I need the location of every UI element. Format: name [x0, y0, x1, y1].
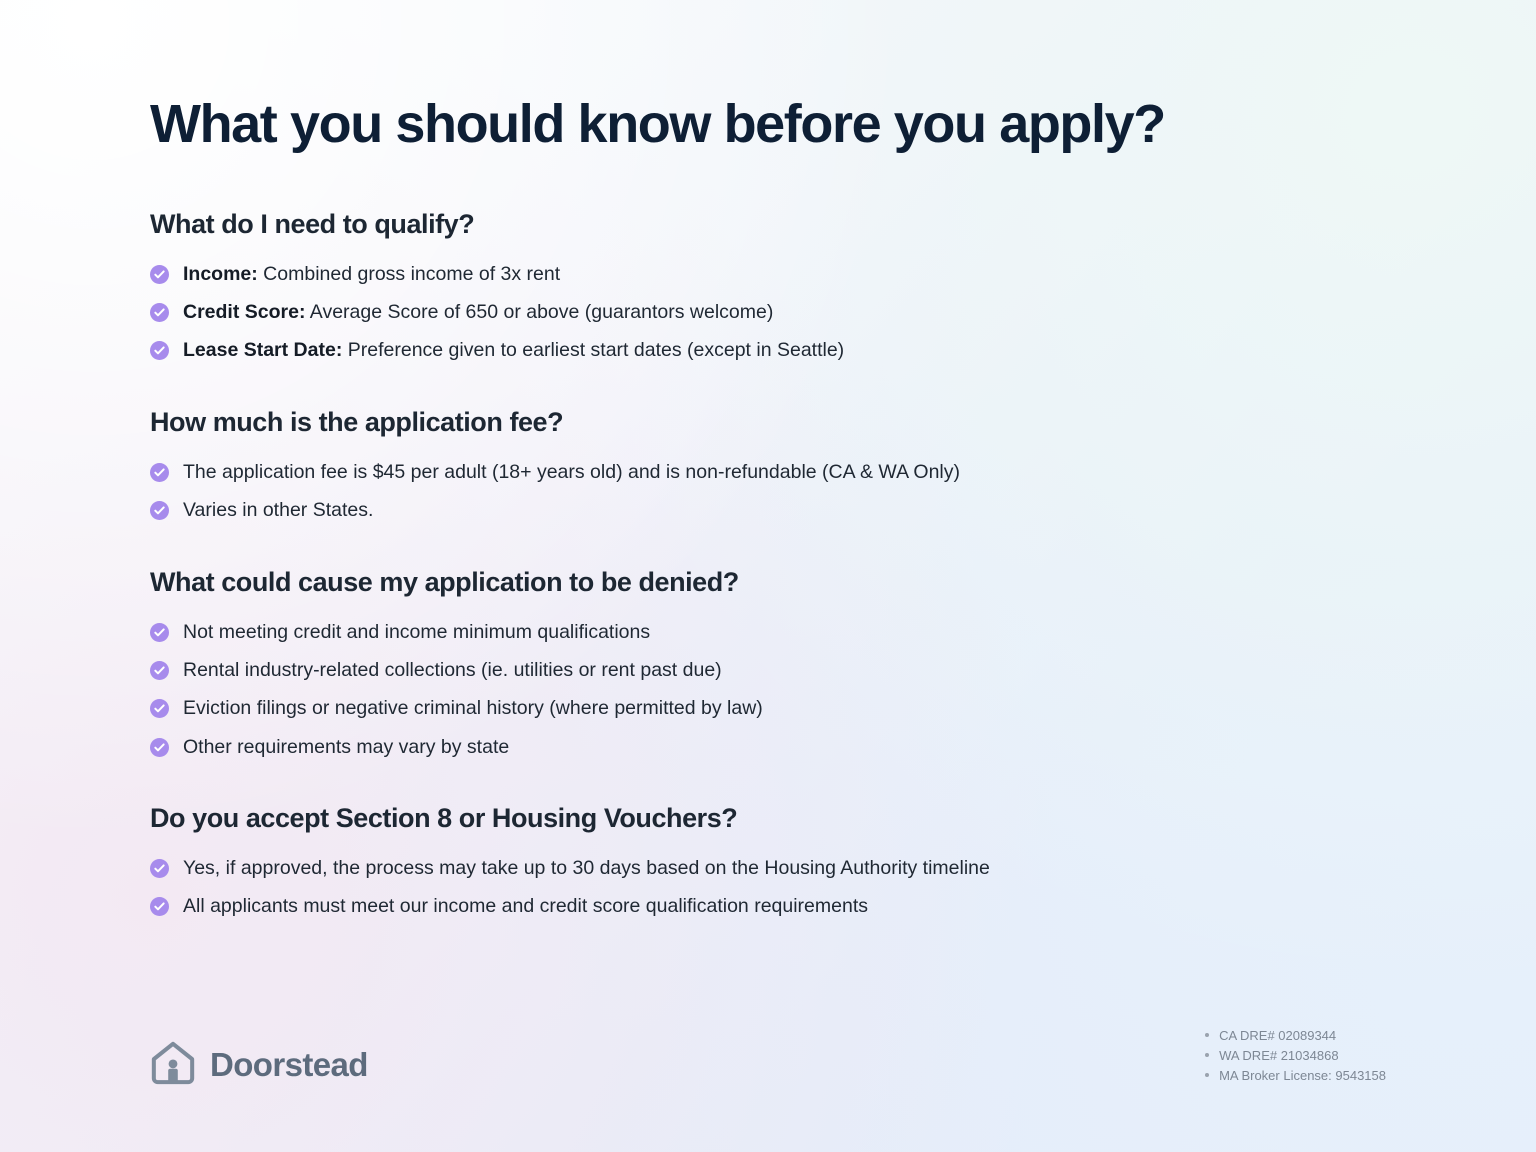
list-item: [150, 620, 1386, 644]
list-item: [150, 262, 1386, 286]
section-heading: Do you accept Section 8 or Housing Vouchers?: [150, 803, 738, 834]
list-item-text: Yes, if approved, the process may take up to 30 days based on the Housing Authority timeline: [183, 857, 990, 880]
list-item: [150, 894, 1386, 918]
list-item-text: Varies in other States.: [183, 499, 374, 522]
bullet-dot-icon: [1205, 1033, 1209, 1037]
list-item-text: [183, 262, 560, 286]
section-heading: How much is the application fee?: [150, 406, 564, 437]
list-item: [150, 735, 1386, 759]
list-item-label: Lease Start Date:: [183, 339, 343, 362]
check-circle-icon: [150, 265, 169, 284]
page-title: What you should know before you apply?: [150, 94, 1165, 154]
list-item: [150, 460, 1386, 484]
list-item-text: [183, 338, 844, 362]
list-item-body: Preference given to earliest start dates (except in Seattle): [342, 339, 845, 362]
section-qualify: [150, 209, 1386, 363]
check-circle-icon: [150, 501, 169, 520]
list-item-body: Average Score of 650 or above (guarantors welcome): [305, 301, 774, 324]
bullet-dot-icon: [1205, 1073, 1209, 1077]
bullet-list: [150, 460, 1386, 523]
list-item: [150, 498, 1386, 522]
bullet-list: [150, 856, 1386, 919]
section-application-fee: [150, 407, 1386, 523]
list-item-label: Credit Score:: [183, 301, 306, 324]
list-item-text: Other requirements may vary by state: [183, 735, 510, 758]
license-list: [1205, 1026, 1386, 1086]
license-item: [1205, 1066, 1386, 1086]
list-item: [150, 658, 1386, 682]
list-item: [150, 856, 1386, 880]
list-item-text: [183, 300, 773, 324]
check-circle-icon: [150, 341, 169, 360]
list-item-text: All applicants must meet our income and credit score qualification requirements: [183, 895, 868, 918]
bullet-list: [150, 620, 1386, 760]
license-item: [1205, 1026, 1386, 1046]
brand-name: Doorstead: [210, 1045, 368, 1083]
brand-logo: [150, 1039, 368, 1090]
check-circle-icon: [150, 738, 169, 757]
section-heading: What do I need to qualify?: [150, 208, 475, 239]
bullet-list: [150, 262, 1386, 363]
section-heading: What could cause my application to be denied?: [150, 566, 739, 597]
list-item: [150, 696, 1386, 720]
list-item-text: Eviction filings or negative criminal history (where permitted by law): [183, 697, 763, 720]
check-circle-icon: [150, 661, 169, 680]
check-circle-icon: [150, 303, 169, 322]
house-icon: [150, 1039, 196, 1090]
check-circle-icon: [150, 463, 169, 482]
list-item: [150, 338, 1386, 362]
section-section-8: [150, 803, 1386, 919]
list-item-body: Combined gross income of 3x rent: [257, 262, 561, 285]
list-item: [150, 300, 1386, 324]
check-circle-icon: [150, 859, 169, 878]
license-item: [1205, 1046, 1386, 1066]
footer: [150, 1026, 1386, 1090]
license-text: CA DRE# 02089344: [1219, 1027, 1337, 1043]
check-circle-icon: [150, 897, 169, 916]
license-text: WA DRE# 21034868: [1219, 1047, 1339, 1063]
section-denial-reasons: [150, 567, 1386, 760]
check-circle-icon: [150, 623, 169, 642]
list-item-text: Not meeting credit and income minimum qualifications: [183, 620, 651, 643]
list-item-text: The application fee is $45 per adult (18+ years old) and is non-refundable (CA & WA Only): [183, 460, 961, 483]
list-item-text: Rental industry-related collections (ie. utilities or rent past due): [183, 658, 722, 681]
check-circle-icon: [150, 699, 169, 718]
list-item-label: Income:: [183, 262, 258, 285]
bullet-dot-icon: [1205, 1053, 1209, 1057]
license-text: MA Broker License: 9543158: [1219, 1067, 1386, 1083]
